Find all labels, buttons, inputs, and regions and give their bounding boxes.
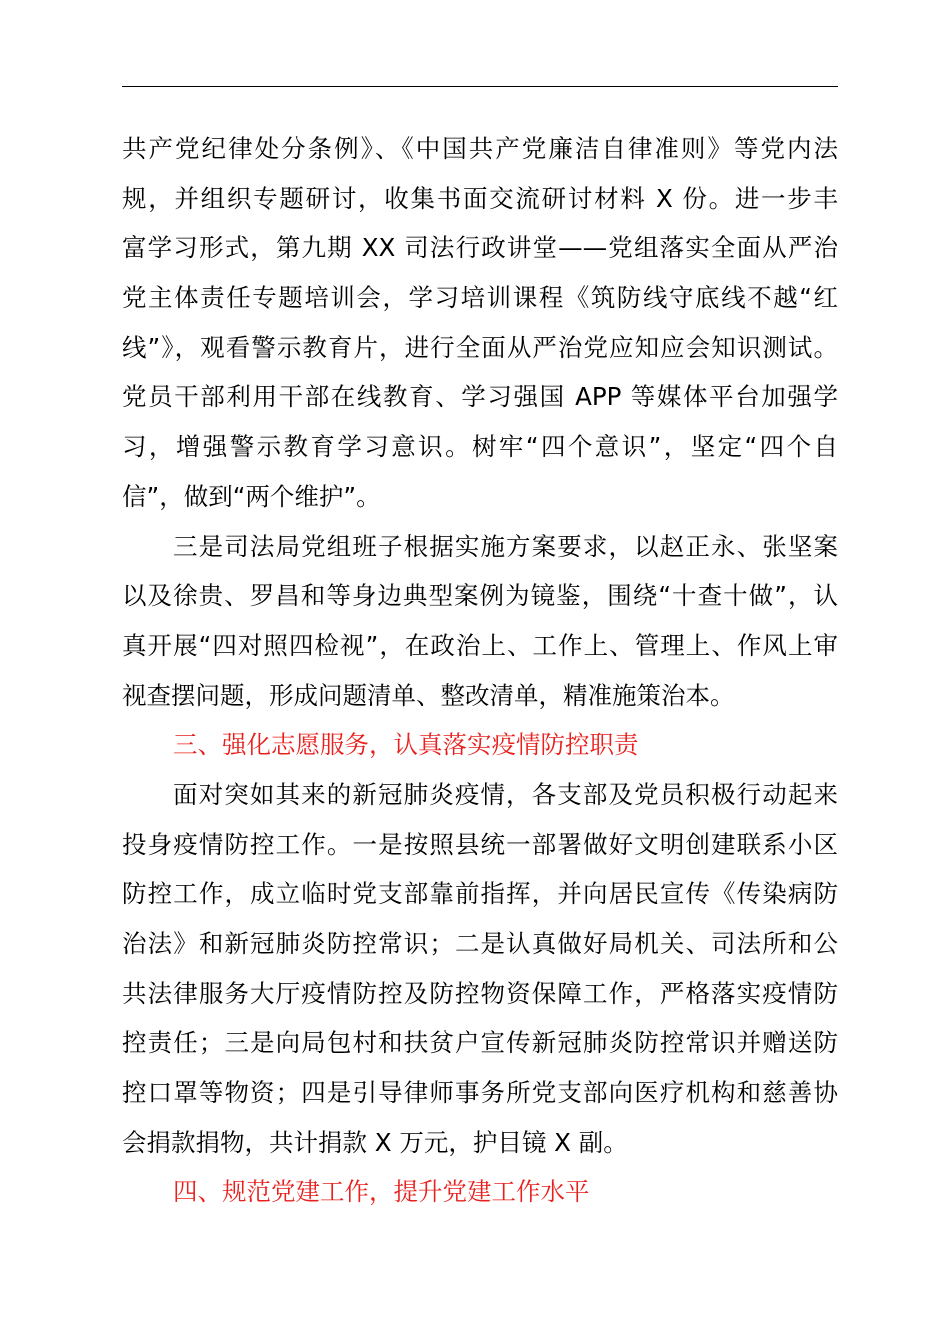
paragraph — [122, 124, 838, 522]
text-line: 信”，做到“两个维护”。 — [122, 481, 381, 511]
text-line: 防控工作，成立临时党支部靠前指挥，并向居民宣传《传染病防 — [122, 879, 838, 909]
text-line: 控责任；三是向局包村和扶贫户宣传新冠肺炎防控常识并赠送防 — [122, 1028, 838, 1058]
section-heading: 四、规范党建工作，提升党建工作水平 — [173, 1177, 590, 1207]
text-line: 习，增强警示教育学习意识。树牢“四个意识”，坚定“四个自 — [122, 432, 838, 462]
text-line: 真开展“四对照四检视”，在政治上、工作上、管理上、作风上审 — [122, 630, 838, 660]
text-line: 党员干部利用干部在线教育、学习强国 APP 等媒体平台加强学 — [122, 382, 838, 412]
text-line: 投身疫情防控工作。一是按照县统一部署做好文明创建联系小区 — [122, 829, 838, 859]
text-line: 共产党纪律处分条例》、《中国共产党廉洁自律准则》等党内法 — [122, 134, 838, 163]
text-line: 富学习形式，第九期 XX 司法行政讲堂——党组落实全面从严治 — [122, 233, 838, 263]
text-line: 控口罩等物资；四是引导律师事务所党支部向医疗机构和慈善协 — [122, 1078, 838, 1108]
text-line: 治法》和新冠肺炎防控常识；二是认真做好局机关、司法所和公 — [122, 929, 838, 958]
text-line: 三是司法局党组班子根据实施方案要求，以赵正永、张坚案 — [173, 531, 838, 561]
text-line: 以及徐贵、罗昌和等身边典型案例为镜鉴，围绕“十查十做”，认 — [122, 581, 838, 611]
text-line: 会捐款捐物，共计捐款 X 万元，护目镜 X 副。 — [122, 1127, 628, 1157]
paragraph — [122, 770, 838, 1168]
text-line: 线”》，观看警示教育片，进行全面从严治党应知应会知识测试。 — [122, 332, 838, 362]
text-line: 党主体责任专题培训会，学习培训课程《筑防线守底线不越“红 — [122, 283, 838, 313]
document-body — [122, 124, 838, 1217]
text-line: 规，并组织专题研讨，收集书面交流研讨材料 X 份。进一步丰 — [122, 183, 838, 213]
text-line: 共法律服务大厅疫情防控及防控物资保障工作，严格落实疫情防 — [122, 978, 838, 1008]
paragraph — [122, 522, 838, 721]
text-line: 视查摆问题，形成问题清单、整改清单，精准施策治本。 — [122, 680, 735, 710]
header-rule — [122, 86, 838, 87]
text-line: 面对突如其来的新冠肺炎疫情，各支部及党员积极行动起来 — [173, 779, 838, 809]
section-heading: 三、强化志愿服务，认真落实疫情防控职责 — [173, 730, 639, 760]
